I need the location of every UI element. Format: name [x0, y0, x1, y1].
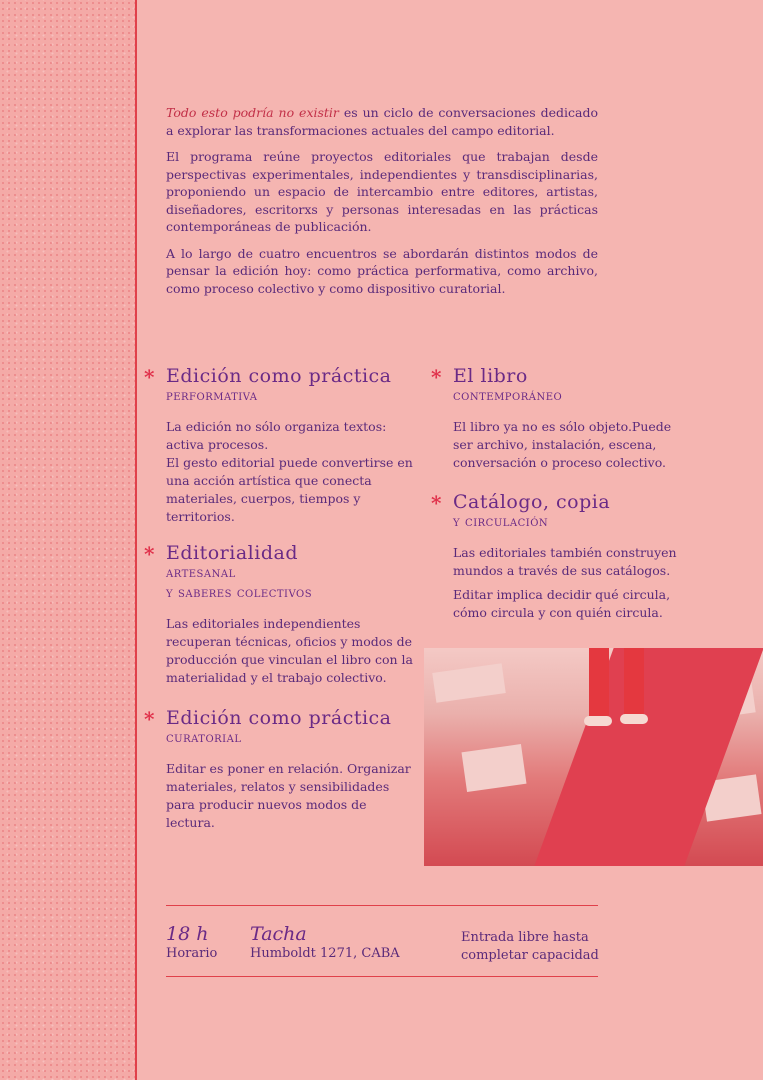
photo-shoe [620, 714, 648, 724]
section-body-paragraph: Editar es poner en relación. Organizar materiales, relatos y sensibilidades para producir nuevos modos de lectura. [166, 761, 411, 830]
asterisk-icon: * [144, 365, 155, 389]
section-title [166, 708, 416, 748]
photo-leg [624, 648, 644, 716]
time-value: 18 h [166, 923, 209, 945]
section-body-paragraph: Las editoriales independientes recuperan técnicas, oficios y modos de producción que vinculan el libro con la materialidad y el trabajo colectivo. [166, 616, 414, 685]
section-performativa [144, 365, 416, 532]
section-title-main: Editorialidad [166, 542, 298, 564]
section-body [166, 418, 416, 526]
photo-leg [589, 648, 609, 718]
asterisk-icon: * [144, 707, 155, 731]
section-title [453, 492, 693, 532]
section-body-paragraph: El libro ya no es sólo objeto.Puede ser archivo, instalación, escena, conversación o proceso colectivo. [453, 419, 672, 470]
section-title-sub: artesanal [166, 565, 236, 581]
section-title-main: Edición como práctica [166, 707, 392, 729]
section-body [453, 544, 693, 622]
entry-line-2: completar capacidad [461, 948, 599, 963]
intro-paragraph-1 [166, 104, 598, 139]
section-title [166, 543, 416, 603]
section-body-paragraph: La edición no sólo organiza textos: activa procesos. [166, 419, 387, 452]
section-libro-contemporaneo [431, 365, 693, 478]
intro-paragraph-1-rest: es un ciclo de conversaciones dedicado a explorar las transformaciones actuales del campo editorial. [166, 105, 598, 138]
venue-name: Tacha [250, 923, 307, 945]
footer-entry [461, 929, 599, 965]
footer-time [166, 923, 217, 963]
section-body-paragraph: El gesto editorial puede convertirse en una acción artística que conecta materiales, cuerpos, tiempos y territorios. [166, 455, 413, 524]
section-body-paragraph: Editar implica decidir qué circula, cómo circula y con quién circula. [453, 587, 671, 620]
asterisk-icon: * [431, 365, 442, 389]
entry-line-1: Entrada libre hasta [461, 930, 589, 945]
asterisk-icon: * [144, 542, 155, 566]
section-title-main: Edición como práctica [166, 365, 392, 387]
section-artesanal [144, 542, 416, 693]
section-curatorial [144, 707, 416, 838]
section-title-main: El libro [453, 365, 528, 387]
section-body [453, 418, 693, 472]
decorative-texture-strip [0, 0, 136, 1080]
asterisk-icon: * [431, 491, 442, 515]
section-title-sub: contemporáneo [453, 388, 563, 404]
section-title-sub: curatorial [166, 730, 242, 746]
venue-address: Humboldt 1271, CABA [250, 946, 400, 961]
section-title-sub: performativa [166, 388, 258, 404]
photo-shoe [584, 716, 612, 726]
intro-paragraph-3: A lo largo de cuatro encuentros se abordarán distintos modos de pensar la edición hoy: como práctica performativa, como archivo, como proceso colectivo y como dispositivo curatorial. [166, 245, 598, 296]
intro-text [166, 104, 598, 306]
section-body [166, 760, 416, 832]
event-photo [424, 648, 763, 866]
vertical-divider [135, 0, 137, 1080]
section-body [166, 615, 416, 687]
intro-paragraph-2: El programa reúne proyectos editoriales que trabajan desde perspectivas experimentales, independientes y transdisciplinarias, proponiendo un espacio de intercambio entre editores, artistas, diseñadores, escritorxs y personas interesadas en las prácticas contemporáneas de publicación. [166, 149, 598, 234]
footer-venue [250, 923, 400, 963]
section-body-paragraph: Las editoriales también construyen mundos a través de sus catálogos. [453, 545, 677, 578]
section-title [166, 366, 416, 406]
time-label: Horario [166, 946, 218, 961]
section-title-main: Catálogo, copia [453, 491, 611, 513]
footer-bottom-rule [166, 976, 598, 977]
photo-paper [462, 744, 527, 792]
cycle-title: Todo esto podría no existir [166, 105, 339, 120]
section-catalogo [431, 491, 693, 628]
footer-top-rule [166, 905, 598, 906]
section-title [453, 366, 693, 406]
section-title-sub: y saberes colectivos [166, 585, 313, 601]
section-title-sub: y circulación [453, 514, 549, 530]
